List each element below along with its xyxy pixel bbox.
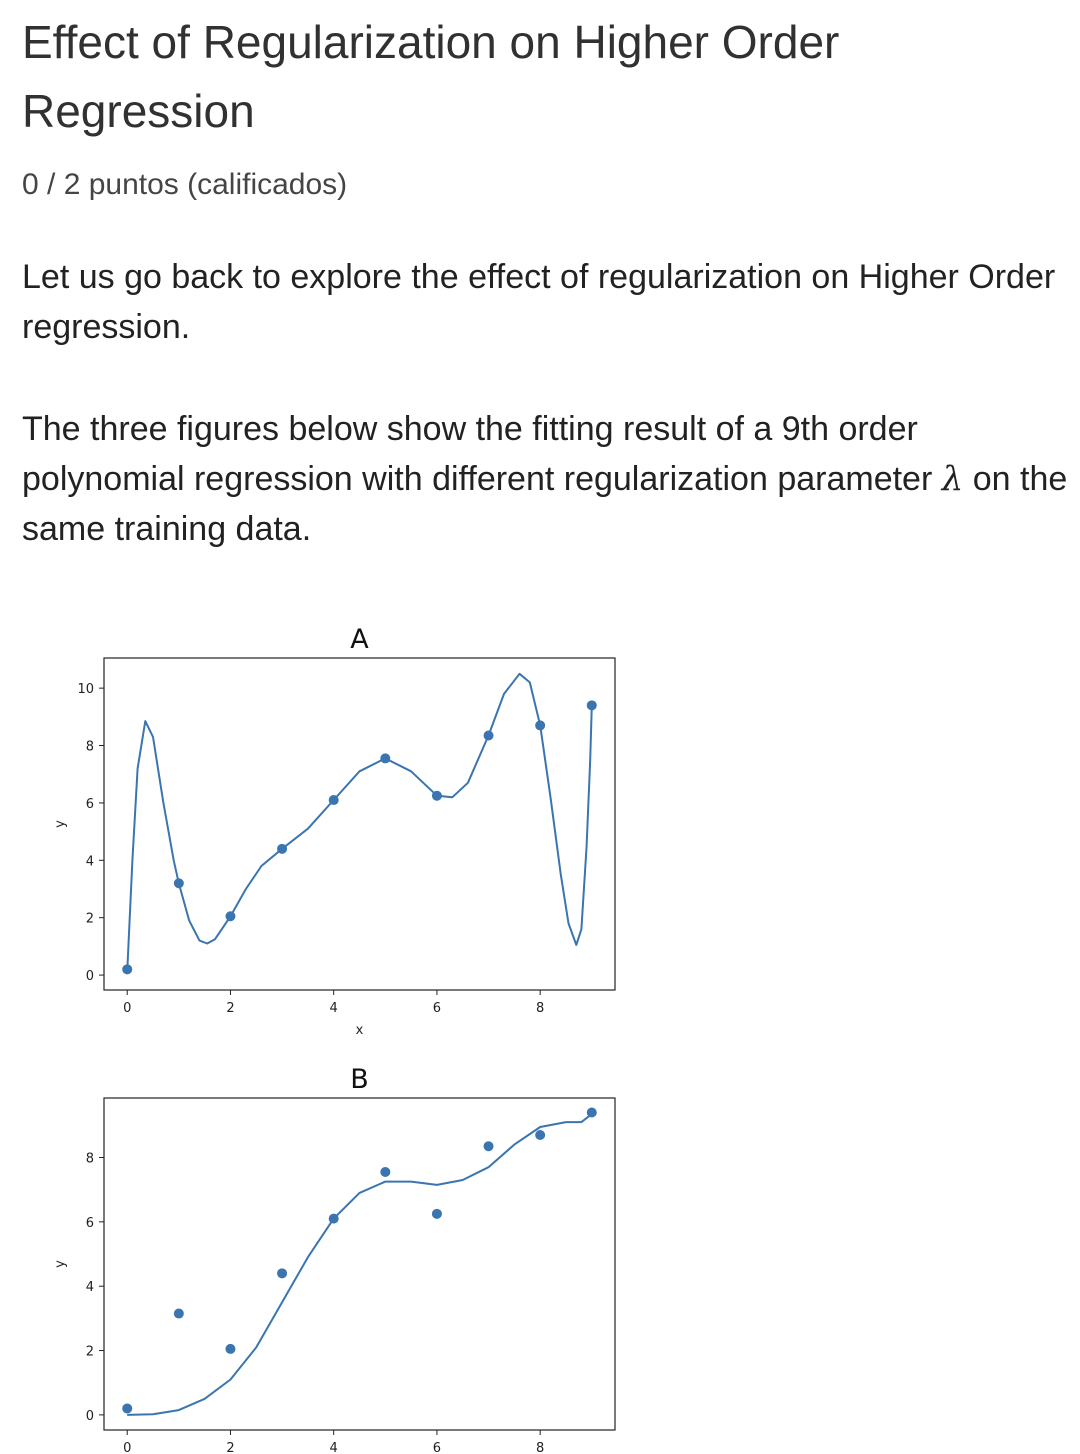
y-tick-label: 8 <box>85 1151 94 1167</box>
x-tick-label: 2 <box>226 1001 235 1016</box>
y-tick-label: 10 <box>77 682 94 698</box>
description-text: The three figures below show the fitting result of a 9th order polynomial regression with different regularization parameter <box>22 410 933 498</box>
data-point <box>122 964 132 974</box>
fit-curve <box>127 1114 592 1415</box>
x-tick-label: 6 <box>432 1001 442 1016</box>
y-axis-label: y <box>53 820 68 828</box>
intro-paragraph: Let us go back to explore the effect of regularization on Higher Order regression. <box>22 258 1056 346</box>
data-point <box>329 795 339 805</box>
y-tick-label: 0 <box>85 969 94 985</box>
data-point <box>380 1167 390 1177</box>
x-tick-label: 0 <box>123 1441 132 1454</box>
data-point <box>432 791 442 801</box>
data-point <box>432 1209 442 1219</box>
x-tick-label: 8 <box>536 1441 545 1454</box>
x-tick-label: 6 <box>432 1441 442 1454</box>
plot-b <box>53 1064 615 1454</box>
x-tick-label: 8 <box>536 1001 545 1016</box>
x-tick-label: 0 <box>123 1001 132 1016</box>
y-tick-label: 4 <box>85 1280 94 1296</box>
plot-title: B <box>350 1064 369 1095</box>
x-axis-label: x <box>355 1023 364 1038</box>
y-axis-label: y <box>53 1260 68 1268</box>
data-point <box>277 844 287 854</box>
data-point <box>587 700 597 710</box>
y-tick-label: 2 <box>85 911 94 927</box>
y-tick-label: 8 <box>85 739 94 755</box>
data-point <box>122 1403 132 1413</box>
data-point <box>174 878 184 888</box>
x-tick-label: 4 <box>329 1001 338 1016</box>
data-point <box>380 753 390 763</box>
data-point <box>484 1141 494 1151</box>
data-point <box>535 1130 545 1140</box>
axes-frame <box>104 1098 615 1430</box>
points-status: 0 / 2 puntos (calificados) <box>22 168 348 201</box>
data-point <box>329 1214 339 1224</box>
data-point <box>225 1344 235 1354</box>
plot-title: A <box>350 624 369 655</box>
data-point <box>535 720 545 730</box>
plot-a <box>53 624 615 1038</box>
y-tick-label: 2 <box>85 1344 94 1360</box>
y-tick-label: 4 <box>85 854 94 870</box>
data-point <box>587 1107 597 1117</box>
y-tick-label: 6 <box>85 796 94 812</box>
y-tick-label: 6 <box>85 1215 94 1231</box>
data-point <box>484 730 494 740</box>
data-point <box>225 911 235 921</box>
x-tick-label: 4 <box>329 1441 338 1454</box>
data-point <box>277 1268 287 1278</box>
x-tick-label: 2 <box>226 1441 235 1454</box>
fit-curve <box>127 674 592 972</box>
axes-frame <box>104 658 615 990</box>
description-text-end: on the same training data. <box>22 460 1068 548</box>
y-tick-label: 0 <box>85 1408 94 1424</box>
data-point <box>174 1309 184 1319</box>
lambda-symbol: λ <box>941 459 964 499</box>
page-title: Effect of Regularization on Higher Order Regression <box>22 16 840 137</box>
